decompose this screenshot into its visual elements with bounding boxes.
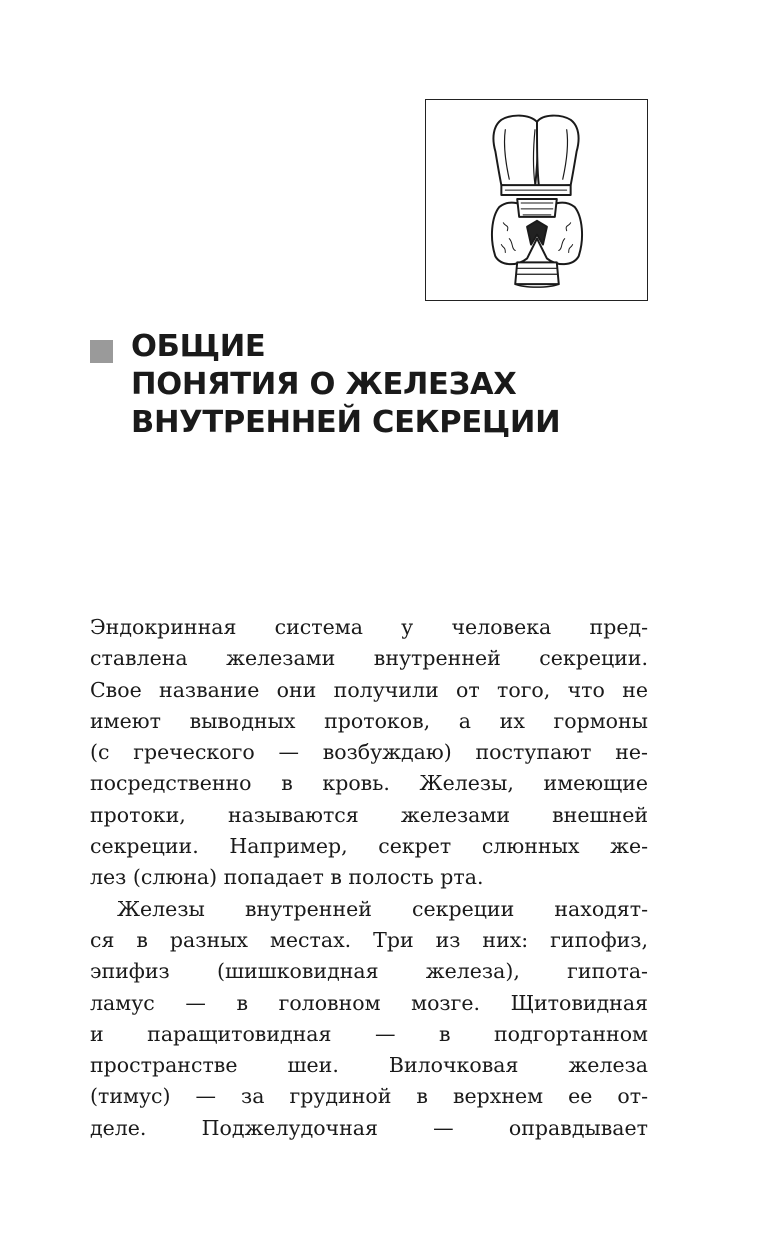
body-text <box>90 612 648 1144</box>
text-line: протоки, называются железами внешней <box>90 802 648 827</box>
heading-line: ОБЩИЕ <box>131 329 266 364</box>
text-line: ламус — в головном мозге. Щитовидная <box>90 990 648 1015</box>
text-line: Железы внутренней секреции находят- <box>117 896 648 921</box>
text-line: деле. Поджелудочная — оправдывает <box>90 1115 648 1140</box>
heading-square-marker <box>90 340 113 363</box>
text-line: имеют выводных протоков, а их гормоны <box>90 708 648 733</box>
text-line: лез (слюна) попадает в полость рта. <box>90 865 484 890</box>
text-line: секреции. Например, секрет слюнных же- <box>90 834 648 859</box>
text-line: пространстве шеи. Вилочковая железа <box>90 1053 648 1078</box>
text-line: (с греческого — возбуждаю) поступают не- <box>90 740 648 765</box>
text-line: ся в разных местах. Три из них: гипофиз, <box>90 927 648 952</box>
text-line: (тимус) — за грудиной в верхнем ее от- <box>90 1084 648 1109</box>
text-line: посредственно в кровь. Железы, имеющие <box>90 771 648 796</box>
text-line: Эндокринная система у человека пред- <box>90 615 648 639</box>
heading-title <box>131 328 560 442</box>
text-line: ставлена железами внутренней секреции. <box>90 646 648 671</box>
illustration-frame <box>425 99 648 301</box>
text-line: и паращитовидная — в подгортанном <box>90 1021 648 1046</box>
thyroid-gland-illustration-icon <box>426 100 647 300</box>
heading-line: ПОНЯТИЯ О ЖЕЛЕЗАХ <box>131 367 517 402</box>
text-line: эпифиз (шишковидная железа), гипота- <box>90 959 648 984</box>
heading-line: ВНУТРЕННЕЙ СЕКРЕЦИИ <box>131 405 561 440</box>
text-line: Свое название они получили от того, что не <box>90 677 648 702</box>
